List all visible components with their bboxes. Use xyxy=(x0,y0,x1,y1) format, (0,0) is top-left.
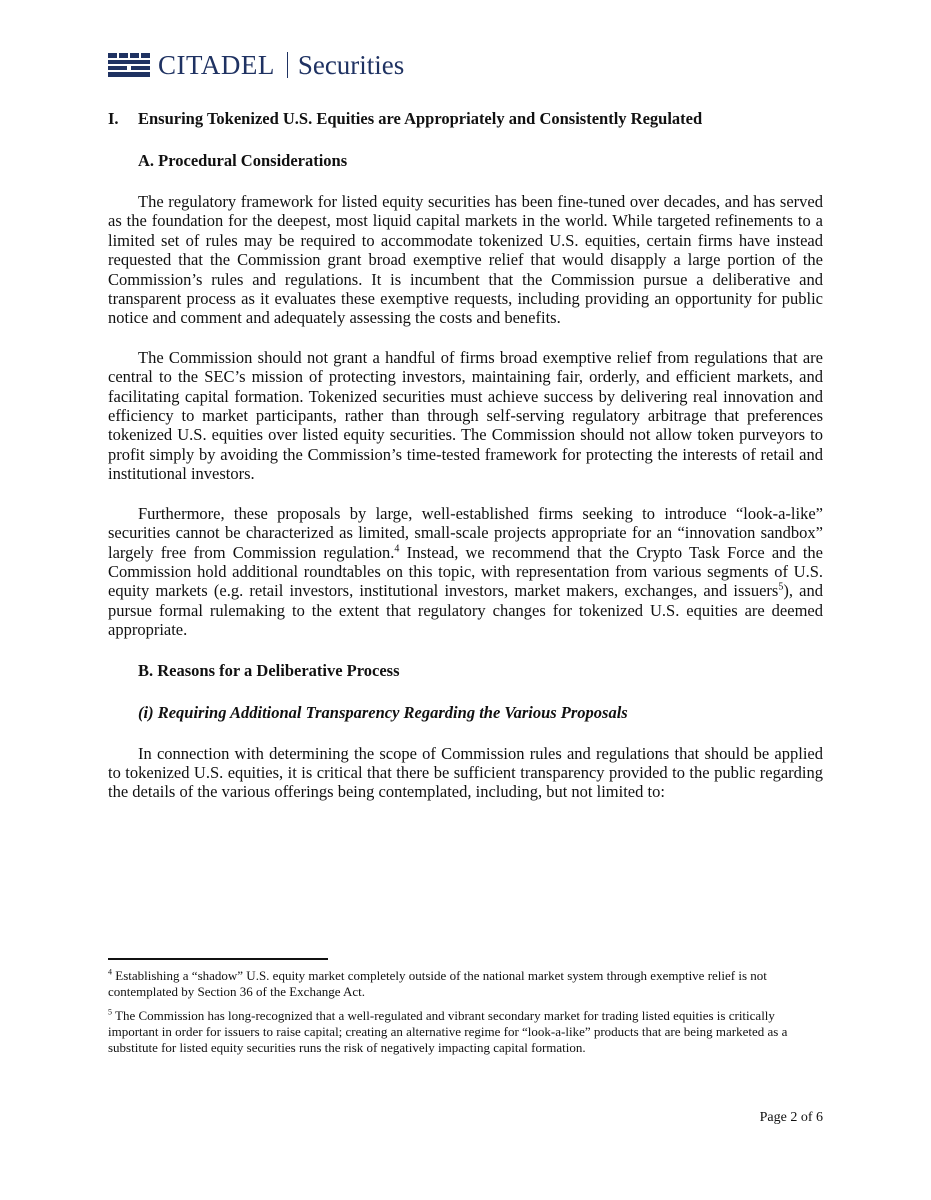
paragraph-4: In connection with determining the scope of Commission rules and regulations that should be applied to tokenized U.S. equities, it is critical that there be sufficient transparency provided to the public regarding the details of the various offerings being contemplated, including, but not limited to: xyxy=(108,743,823,802)
brand-name: CITADEL xyxy=(158,50,275,80)
subsection-a-heading: A. Procedural Considerations xyxy=(138,151,348,170)
paragraph-3 xyxy=(108,504,823,640)
footnote-4-number: 4 xyxy=(108,967,112,977)
paragraph-3-part-2: Instead, we recommend that the Crypto Task Force and the Commission hold additional roundtables on this topic, with representation from various segments of U.S. equity markets (e.g. retail investors, institutional investors, market makers, exchanges, and issuers xyxy=(108,542,823,601)
subsection-b-heading: B. Reasons for a Deliberative Process xyxy=(138,660,400,680)
document-body xyxy=(108,108,823,802)
brand-division: Securities xyxy=(297,50,405,80)
paragraph-2: The Commission should not grant a handful of firms broad exemptive relief from regulations that are central to the SEC’s mission of protecting investors, maintaining fair, orderly, and efficient markets, and facilitating capital formation. Tokenized securities must achieve success by delivering real innovation and efficiency to market participants, rather than through self-serving regulatory arbitrage that preferences tokenized U.S. equities over listed equity securities. The Commission should not allow token purveyors to profit simply by avoiding the Commission’s time-tested framework for protecting the interests of retail and institutional investors. xyxy=(108,347,823,484)
page-number: Page 2 of 6 xyxy=(759,1110,823,1125)
footnote-4 xyxy=(108,968,823,1000)
section-heading xyxy=(108,108,823,130)
footnote-ref-5[interactable]: 5 xyxy=(778,581,784,593)
footnote-divider xyxy=(108,958,328,960)
citadel-castle-icon xyxy=(108,53,150,77)
footnote-5-text: The Commission has long-recognized that a well-regulated and vibrant secondary market for trading listed equities is critically important in order for issuers to raise capital; creating an alternative regime for “look-a-like” products that are being marketed as a substitute for listed equity securities runs the risk of negatively impacting capital formation. xyxy=(108,1008,788,1055)
footnote-ref-4[interactable]: 4 xyxy=(394,543,400,554)
subsection-b-item-heading: (i) Requiring Additional Transparency Regarding the Various Proposals xyxy=(138,702,628,722)
paragraph-3-part-1: Furthermore, these proposals by large, well-established firms seeking to introduce “look-a-like” securities cannot be characterized as limited, small-scale projects appropriate for an “innovation sandbox” largely free from Commission regulation. xyxy=(108,503,823,562)
paragraph-3-part-3: ), and pursue formal rulemaking to the extent that regulatory changes for tokenized U.S. equities are deemed appropriate. xyxy=(108,581,823,640)
citadel-securities-logo xyxy=(108,50,404,80)
footnote-4-text: Establishing a “shadow” U.S. equity market completely outside of the national market system through exemptive relief is not contemplated by Section 36 of the Exchange Act. xyxy=(108,968,767,999)
footnote-5 xyxy=(108,1008,823,1056)
footnote-5-number: 5 xyxy=(108,1007,112,1017)
section-title: Ensuring Tokenized U.S. Equities are Appropriately and Consistently Regulated xyxy=(138,109,703,128)
logo-divider xyxy=(287,52,288,78)
section-number: I. xyxy=(108,109,119,128)
footnotes xyxy=(108,968,823,1064)
paragraph-1: The regulatory framework for listed equity securities has been fine-tuned over decades, and has served as the foundation for the deepest, most liquid capital markets in the world. While targeted refinements to a limited set of rules may be required to accommodate tokenized U.S. equities, certain firms have instead requested that the Commission grant broad exemptive relief that would disapply a large portion of the Commission’s rules and regulations. It is incumbent that the Commission pursue a deliberative and transparent process as it evaluates these exemptive requests, including providing an opportunity for public notice and comment and adequately assessing the costs and benefits. xyxy=(108,192,823,328)
